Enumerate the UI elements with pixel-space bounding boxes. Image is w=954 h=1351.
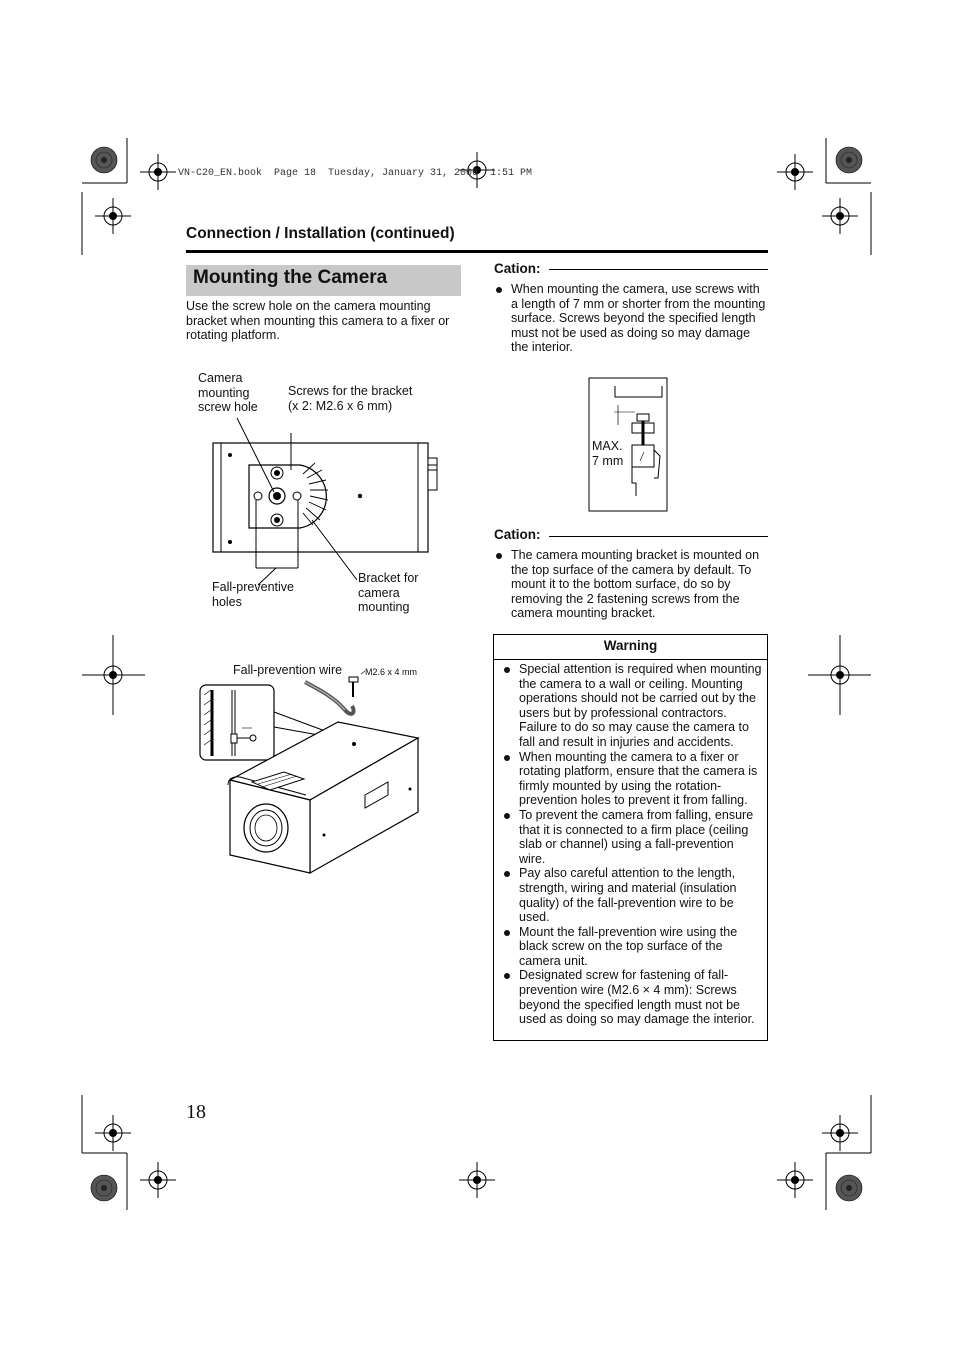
label-screw-size: M2.6 x 4 mm [365,667,418,677]
label-line: camera [358,585,400,600]
caution-item: When mounting the camera, use screws with a length of 7 mm or shorter from the mounting surface. Screws beyond the specified length must not be used as doing so may damage the interior. [494,282,768,355]
page-number: 18 [186,1101,206,1123]
label-line: (x 2: M2.6 x 6 mm) [288,398,393,413]
label-line: screw hole [198,400,258,415]
label-line: Screws for the bracket [288,384,413,398]
caution-item: The camera mounting bracket is mounted on the top surface of the camera by default. To mount it to the bottom surface, do so by removing the 2 fastening screws from the camera mounting bracket. [494,548,768,621]
warning-list [502,662,762,1027]
warning-item: Special attention is required when mounting the camera to a wall or ceiling. Mounting operations should not be carried out by the users but by professional contractors. Failure to do so may cause the camera to fall and result in injuries and accidents. [502,662,762,750]
label-line: 7 mm [592,453,624,468]
section-header: Connection / Installation (continued) [186,225,455,242]
caution-list-2 [494,548,768,621]
warning-box [493,634,768,1041]
caution-heading-2: Cation: [494,527,541,542]
caution-heading-1: Cation: [494,261,541,276]
label-line: Camera [198,371,243,385]
warning-item: To prevent the camera from falling, ensure that it is connected to a firm place (ceiling slab or channel) using a fall-prevention wire. [502,808,762,866]
label-line: mounting [198,385,250,400]
caution-rule-2 [549,536,768,537]
max-length-label [592,439,623,468]
label-line: Fall-preventive [212,580,294,594]
intro-paragraph: Use the screw hole on the camera mounting bracket when mounting this camera to a fixer or rotating platform. [186,299,450,343]
label-fall-prevention-wire: Fall-prevention wire [233,663,343,677]
warning-title: Warning [494,635,767,660]
label-line: mounting [358,600,410,615]
label-line: Bracket for [358,571,419,585]
warning-item: Designated screw for fastening of fall-prevention wire (M2.6 × 4 mm): Screws beyond the specified length must not be used as doing so may damage the interior. [502,968,762,1026]
warning-item: Mount the fall-prevention wire using the black screw on the top surface of the camera unit. [502,925,762,969]
print-metadata: VN-C20_EN.book Page 18 Tuesday, January 31, 2006 1:51 PM [178,168,533,179]
page-title: Mounting the Camera [193,267,388,288]
label-line: holes [212,594,242,609]
warning-item: Pay also careful attention to the length, strength, wiring and material (insulation quality) of the fall-prevention wire to be used. [502,866,762,924]
warning-item: When mounting the camera to a fixer or rotating platform, ensure that the camera is firmly mounted by using the rotation-prevention holes to prevent it from falling. [502,750,762,808]
label-line: MAX. [592,439,623,453]
